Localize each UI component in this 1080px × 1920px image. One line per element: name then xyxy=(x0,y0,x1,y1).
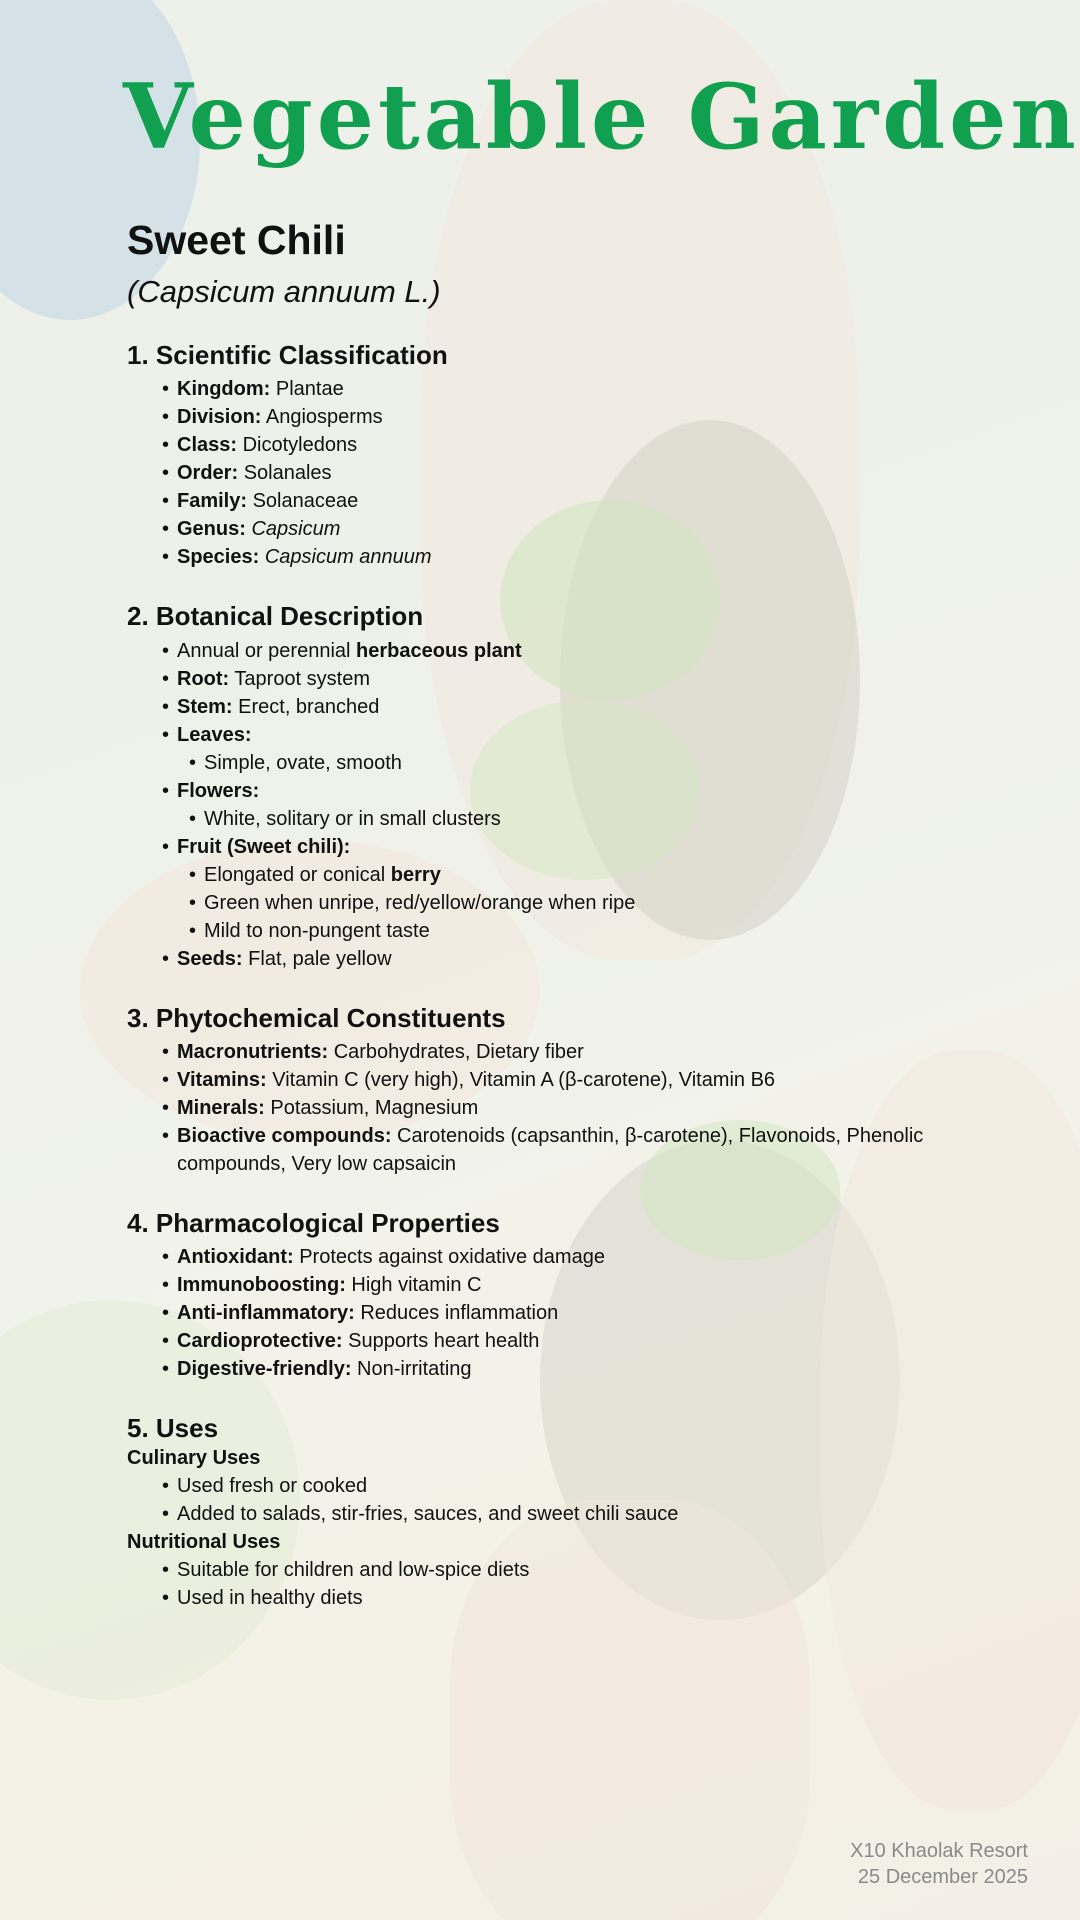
item-value: Non-irritating xyxy=(357,1358,472,1381)
sub-list-item: • Simple, ovate, smooth xyxy=(204,749,947,777)
leaves-sublist xyxy=(177,749,947,777)
sub-list-item: • White, solitary or in small clusters xyxy=(204,805,947,833)
item-label: Genus: xyxy=(177,518,246,541)
item-label: Division: xyxy=(177,406,262,429)
list-item xyxy=(177,1355,947,1383)
list-item xyxy=(177,1327,947,1355)
item-value: Carbohydrates, Dietary fiber xyxy=(333,1040,584,1063)
item-label: Macronutrients: xyxy=(177,1040,329,1063)
item-value: Capsicum xyxy=(251,518,341,541)
list-item xyxy=(177,375,947,403)
list-item xyxy=(177,1038,947,1066)
item-value: Supports heart health xyxy=(348,1330,540,1353)
list-item xyxy=(177,1094,947,1122)
list-item xyxy=(177,721,947,777)
item-value: Erect, branched xyxy=(238,695,380,718)
list-item xyxy=(177,833,947,945)
item-label: Anti-inflammatory: xyxy=(177,1302,355,1325)
footer-date: 25 December 2025 xyxy=(857,1866,1028,1888)
list-item xyxy=(177,693,947,721)
section-heading-pharmacological: 4. Pharmacological Properties xyxy=(127,1207,500,1238)
item-label: Bioactive compounds: xyxy=(177,1124,392,1147)
sub-list-item: • Mild to non-pungent taste xyxy=(204,917,947,945)
list-item xyxy=(177,637,947,665)
item-value: Plantae xyxy=(275,378,344,401)
item-value: Protects against oxidative damage xyxy=(299,1246,605,1269)
plant-name: Sweet Chili xyxy=(127,217,346,263)
list-item xyxy=(177,487,947,515)
item-value: Vitamin C (very high), Vitamin A (β-carotene), Vitamin B6 xyxy=(272,1068,776,1091)
phytochemical-list xyxy=(127,1038,947,1178)
item-value: High vitamin C xyxy=(351,1274,482,1297)
culinary-uses-heading: Culinary Uses xyxy=(127,1447,261,1470)
item-value: Taproot system xyxy=(234,667,371,690)
footer-resort-name: X10 Khaolak Resort xyxy=(850,1840,1028,1862)
page-title: Vegetable Garden xyxy=(123,64,1080,170)
item-value: Reduces inflammation xyxy=(360,1302,559,1325)
item-label: Digestive-friendly: xyxy=(177,1358,352,1381)
item-label: Seeds: xyxy=(177,947,243,970)
list-item: • Added to salads, stir-fries, sauces, and sweet chili sauce xyxy=(177,1500,947,1528)
item-value: Capsicum annuum xyxy=(264,546,432,569)
nutritional-uses-heading: Nutritional Uses xyxy=(127,1531,281,1554)
item-value: Carotenoids (capsanthin, β-carotene), Flavonoids, Phenolic compounds, Very low capsaicin xyxy=(177,1124,924,1175)
footer xyxy=(850,1838,1028,1890)
list-item: • Used in healthy diets xyxy=(177,1584,947,1612)
item-text: Annual or perennial xyxy=(177,639,351,662)
list-item xyxy=(177,665,947,693)
list-item xyxy=(177,459,947,487)
item-label: Root: xyxy=(177,667,230,690)
culinary-uses-list xyxy=(127,1472,947,1528)
section-heading-botanical: 2. Botanical Description xyxy=(127,601,424,632)
item-label: Order: xyxy=(177,462,239,485)
item-value: Potassium, Magnesium xyxy=(270,1096,479,1119)
item-label: Leaves: xyxy=(177,723,252,746)
list-item xyxy=(177,1271,947,1299)
section-heading-phytochemical: 3. Phytochemical Constituents xyxy=(127,1002,506,1033)
item-label: Kingdom: xyxy=(177,378,271,401)
item-label: Immunoboosting: xyxy=(177,1274,346,1297)
sub-list-item xyxy=(204,861,947,889)
item-emphasis: berry xyxy=(390,863,441,886)
flowers-sublist xyxy=(177,805,947,833)
list-item xyxy=(177,543,947,571)
list-item xyxy=(177,777,947,833)
item-value: Dicotyledons xyxy=(242,434,358,457)
item-text: Elongated or conical xyxy=(204,863,386,886)
item-label: Cardioprotective: xyxy=(177,1330,343,1353)
fruit-sublist xyxy=(177,861,947,945)
item-label: Species: xyxy=(177,546,260,569)
item-emphasis: herbaceous plant xyxy=(356,639,522,662)
item-value: Flat, pale yellow xyxy=(248,947,392,970)
list-item xyxy=(177,1299,947,1327)
list-item xyxy=(177,515,947,543)
pharmacological-list xyxy=(127,1243,947,1383)
item-value: Solanaceae xyxy=(252,490,359,513)
botanical-list xyxy=(127,637,947,973)
item-value: Angiosperms xyxy=(265,406,383,429)
item-label: Class: xyxy=(177,434,238,457)
item-label: Stem: xyxy=(177,695,233,718)
list-item xyxy=(177,945,947,973)
item-label: Flowers: xyxy=(177,779,260,802)
classification-list xyxy=(127,375,947,571)
item-label: Minerals: xyxy=(177,1096,265,1119)
list-item: • Used fresh or cooked xyxy=(177,1472,947,1500)
list-item xyxy=(177,1066,947,1094)
list-item xyxy=(177,1243,947,1271)
item-value: Solanales xyxy=(243,462,332,485)
section-heading-uses: 5. Uses xyxy=(127,1413,219,1444)
plant-info-sheet xyxy=(123,64,1080,1612)
list-item xyxy=(177,403,947,431)
plant-scientific-name: (Capsicum annuum L.) xyxy=(127,274,441,310)
section-heading-classification: 1. Scientific Classification xyxy=(127,340,448,371)
item-label: Family: xyxy=(177,490,248,513)
item-label: Vitamins: xyxy=(177,1068,267,1091)
list-item xyxy=(177,1122,947,1178)
nutritional-uses-list xyxy=(127,1556,947,1612)
item-label: Fruit (Sweet chili): xyxy=(177,835,351,858)
list-item: • Suitable for children and low-spice diets xyxy=(177,1556,947,1584)
sub-list-item: • Green when unripe, red/yellow/orange when ripe xyxy=(204,889,947,917)
list-item xyxy=(177,431,947,459)
item-label: Antioxidant: xyxy=(177,1246,294,1269)
